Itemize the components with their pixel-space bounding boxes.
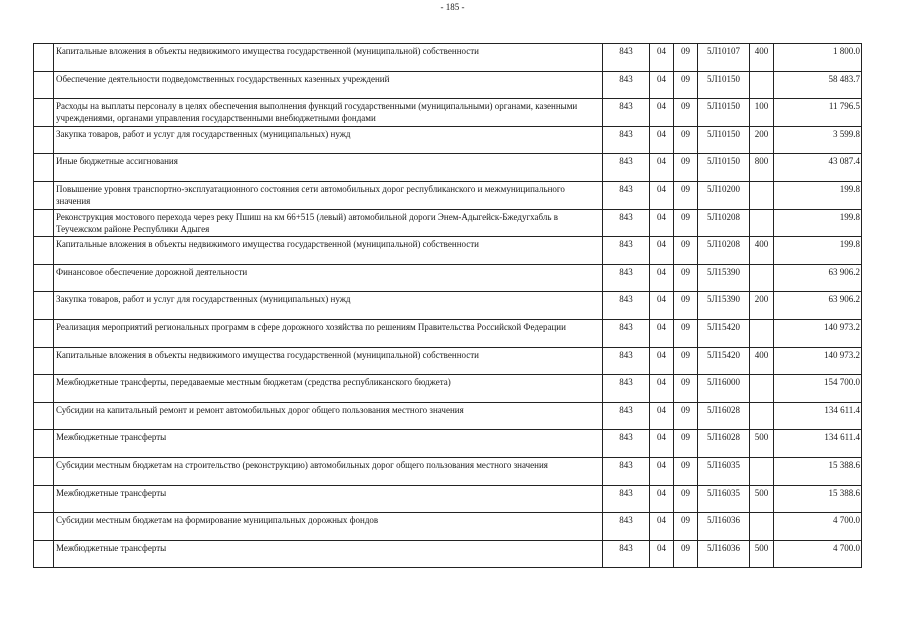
subsection-code: 09	[674, 540, 698, 568]
indent-cell	[34, 126, 54, 154]
item-name: Повышение уровня транспортно-эксплуатационного состояния сети автомобильных дорог республиканского и межмуниципального значения	[54, 181, 603, 209]
target-article-code: 5Л16000	[698, 375, 750, 403]
ved-code: 843	[603, 126, 650, 154]
table-body	[34, 44, 862, 568]
target-article-code: 5Л16035	[698, 485, 750, 513]
indent-cell	[34, 402, 54, 430]
amount: 58 483.7	[774, 71, 862, 99]
section-code: 04	[650, 154, 674, 182]
indent-cell	[34, 237, 54, 265]
ved-code: 843	[603, 44, 650, 72]
subsection-code: 09	[674, 347, 698, 375]
budget-table	[33, 43, 862, 568]
amount: 154 700.0	[774, 375, 862, 403]
item-name: Финансовое обеспечение дорожной деятельности	[54, 264, 603, 292]
table-row	[34, 209, 862, 237]
table-row	[34, 375, 862, 403]
expense-type-code: 500	[750, 430, 774, 458]
item-name: Закупка товаров, работ и услуг для государственных (муниципальных) нужд	[54, 292, 603, 320]
indent-cell	[34, 292, 54, 320]
ved-code: 843	[603, 264, 650, 292]
item-name: Закупка товаров, работ и услуг для государственных (муниципальных) нужд	[54, 126, 603, 154]
expense-type-code	[750, 513, 774, 541]
amount: 11 796.5	[774, 99, 862, 127]
subsection-code: 09	[674, 154, 698, 182]
item-name: Субсидии на капитальный ремонт и ремонт автомобильных дорог общего пользования местного значения	[54, 402, 603, 430]
item-name: Межбюджетные трансферты	[54, 485, 603, 513]
target-article-code: 5Л10150	[698, 99, 750, 127]
section-code: 04	[650, 71, 674, 99]
table-row	[34, 402, 862, 430]
expense-type-code	[750, 209, 774, 237]
target-article-code: 5Л15390	[698, 292, 750, 320]
subsection-code: 09	[674, 485, 698, 513]
amount: 4 700.0	[774, 540, 862, 568]
expense-type-code: 800	[750, 154, 774, 182]
target-article-code: 5Л10150	[698, 126, 750, 154]
amount: 63 906.2	[774, 264, 862, 292]
section-code: 04	[650, 347, 674, 375]
amount: 199.8	[774, 209, 862, 237]
section-code: 04	[650, 44, 674, 72]
expense-type-code: 500	[750, 540, 774, 568]
amount: 199.8	[774, 237, 862, 265]
section-code: 04	[650, 457, 674, 485]
indent-cell	[34, 485, 54, 513]
indent-cell	[34, 71, 54, 99]
amount: 199.8	[774, 181, 862, 209]
ved-code: 843	[603, 181, 650, 209]
section-code: 04	[650, 430, 674, 458]
item-name: Иные бюджетные ассигнования	[54, 154, 603, 182]
section-code: 04	[650, 540, 674, 568]
target-article-code: 5Л16028	[698, 402, 750, 430]
subsection-code: 09	[674, 430, 698, 458]
item-name: Капитальные вложения в объекты недвижимого имущества государственной (муниципальной) собственности	[54, 44, 603, 72]
indent-cell	[34, 513, 54, 541]
indent-cell	[34, 181, 54, 209]
table-row	[34, 237, 862, 265]
expense-type-code: 100	[750, 99, 774, 127]
target-article-code: 5Л10107	[698, 44, 750, 72]
target-article-code: 5Л15390	[698, 264, 750, 292]
amount: 1 800.0	[774, 44, 862, 72]
item-name: Межбюджетные трансферты	[54, 430, 603, 458]
table-row	[34, 485, 862, 513]
item-name: Расходы на выплаты персоналу в целях обеспечения выполнения функций государственными (муниципальными) органами, казенными учреждениями, органами управления государственными внебюджетными фондами	[54, 99, 603, 127]
expense-type-code	[750, 375, 774, 403]
amount: 4 700.0	[774, 513, 862, 541]
subsection-code: 09	[674, 319, 698, 347]
target-article-code: 5Л10208	[698, 209, 750, 237]
ved-code: 843	[603, 430, 650, 458]
target-article-code: 5Л10150	[698, 71, 750, 99]
subsection-code: 09	[674, 513, 698, 541]
section-code: 04	[650, 126, 674, 154]
subsection-code: 09	[674, 181, 698, 209]
indent-cell	[34, 540, 54, 568]
ved-code: 843	[603, 209, 650, 237]
indent-cell	[34, 375, 54, 403]
expense-type-code	[750, 71, 774, 99]
ved-code: 843	[603, 292, 650, 320]
item-name: Капитальные вложения в объекты недвижимого имущества государственной (муниципальной) собственности	[54, 237, 603, 265]
subsection-code: 09	[674, 126, 698, 154]
target-article-code: 5Л15420	[698, 347, 750, 375]
indent-cell	[34, 99, 54, 127]
table-row	[34, 181, 862, 209]
ved-code: 843	[603, 319, 650, 347]
subsection-code: 09	[674, 375, 698, 403]
item-name: Субсидии местным бюджетам на строительство (реконструкцию) автомобильных дорог общего пользования местного значения	[54, 457, 603, 485]
table-row	[34, 540, 862, 568]
indent-cell	[34, 209, 54, 237]
section-code: 04	[650, 237, 674, 265]
ved-code: 843	[603, 457, 650, 485]
table-row	[34, 319, 862, 347]
subsection-code: 09	[674, 99, 698, 127]
expense-type-code: 400	[750, 44, 774, 72]
subsection-code: 09	[674, 264, 698, 292]
section-code: 04	[650, 292, 674, 320]
page-number: - 185 -	[440, 2, 465, 12]
item-name: Межбюджетные трансферты, передаваемые местным бюджетам (средства республиканского бюджета)	[54, 375, 603, 403]
section-code: 04	[650, 402, 674, 430]
item-name: Межбюджетные трансферты	[54, 540, 603, 568]
indent-cell	[34, 430, 54, 458]
section-code: 04	[650, 209, 674, 237]
item-name: Обеспечение деятельности подведомственных государственных казенных учреждений	[54, 71, 603, 99]
table-row	[34, 154, 862, 182]
subsection-code: 09	[674, 457, 698, 485]
table-row	[34, 292, 862, 320]
amount: 43 087.4	[774, 154, 862, 182]
ved-code: 843	[603, 485, 650, 513]
ved-code: 843	[603, 237, 650, 265]
expense-type-code	[750, 264, 774, 292]
expense-type-code	[750, 402, 774, 430]
ved-code: 843	[603, 347, 650, 375]
amount: 134 611.4	[774, 430, 862, 458]
expense-type-code: 200	[750, 292, 774, 320]
subsection-code: 09	[674, 71, 698, 99]
expense-type-code	[750, 319, 774, 347]
table-row	[34, 513, 862, 541]
expense-type-code	[750, 181, 774, 209]
expense-type-code	[750, 457, 774, 485]
table-row	[34, 457, 862, 485]
amount: 140 973.2	[774, 347, 862, 375]
ved-code: 843	[603, 71, 650, 99]
amount: 3 599.8	[774, 126, 862, 154]
section-code: 04	[650, 375, 674, 403]
ved-code: 843	[603, 540, 650, 568]
item-name: Субсидии местным бюджетам на формирование муниципальных дорожных фондов	[54, 513, 603, 541]
expense-type-code: 400	[750, 237, 774, 265]
ved-code: 843	[603, 154, 650, 182]
section-code: 04	[650, 99, 674, 127]
amount: 15 388.6	[774, 457, 862, 485]
indent-cell	[34, 264, 54, 292]
subsection-code: 09	[674, 209, 698, 237]
subsection-code: 09	[674, 402, 698, 430]
amount: 140 973.2	[774, 319, 862, 347]
indent-cell	[34, 319, 54, 347]
subsection-code: 09	[674, 292, 698, 320]
amount: 134 611.4	[774, 402, 862, 430]
target-article-code: 5Л16036	[698, 540, 750, 568]
table-row	[34, 264, 862, 292]
table-row	[34, 44, 862, 72]
section-code: 04	[650, 264, 674, 292]
indent-cell	[34, 44, 54, 72]
table-row	[34, 430, 862, 458]
indent-cell	[34, 457, 54, 485]
indent-cell	[34, 154, 54, 182]
section-code: 04	[650, 319, 674, 347]
expense-type-code: 500	[750, 485, 774, 513]
target-article-code: 5Л16036	[698, 513, 750, 541]
table-row	[34, 347, 862, 375]
ved-code: 843	[603, 513, 650, 541]
target-article-code: 5Л10208	[698, 237, 750, 265]
expense-type-code: 400	[750, 347, 774, 375]
item-name: Реализация мероприятий региональных программ в сфере дорожного хозяйства по решениям Правительства Российской Федерации	[54, 319, 603, 347]
subsection-code: 09	[674, 237, 698, 265]
target-article-code: 5Л16028	[698, 430, 750, 458]
expense-type-code: 200	[750, 126, 774, 154]
subsection-code: 09	[674, 44, 698, 72]
ved-code: 843	[603, 375, 650, 403]
indent-cell	[34, 347, 54, 375]
item-name: Реконструкция мостового перехода через реку Пшиш на км 66+515 (левый) автомобильной дороги Энем-Адыгейск-Бжедугхабль в Теучежском районе Республики Адыгея	[54, 209, 603, 237]
target-article-code: 5Л16035	[698, 457, 750, 485]
target-article-code: 5Л10200	[698, 181, 750, 209]
item-name: Капитальные вложения в объекты недвижимого имущества государственной (муниципальной) собственности	[54, 347, 603, 375]
amount: 63 906.2	[774, 292, 862, 320]
target-article-code: 5Л10150	[698, 154, 750, 182]
table-row	[34, 99, 862, 127]
section-code: 04	[650, 513, 674, 541]
ved-code: 843	[603, 402, 650, 430]
section-code: 04	[650, 485, 674, 513]
section-code: 04	[650, 181, 674, 209]
target-article-code: 5Л15420	[698, 319, 750, 347]
table-row	[34, 71, 862, 99]
ved-code: 843	[603, 99, 650, 127]
amount: 15 388.6	[774, 485, 862, 513]
table-row	[34, 126, 862, 154]
